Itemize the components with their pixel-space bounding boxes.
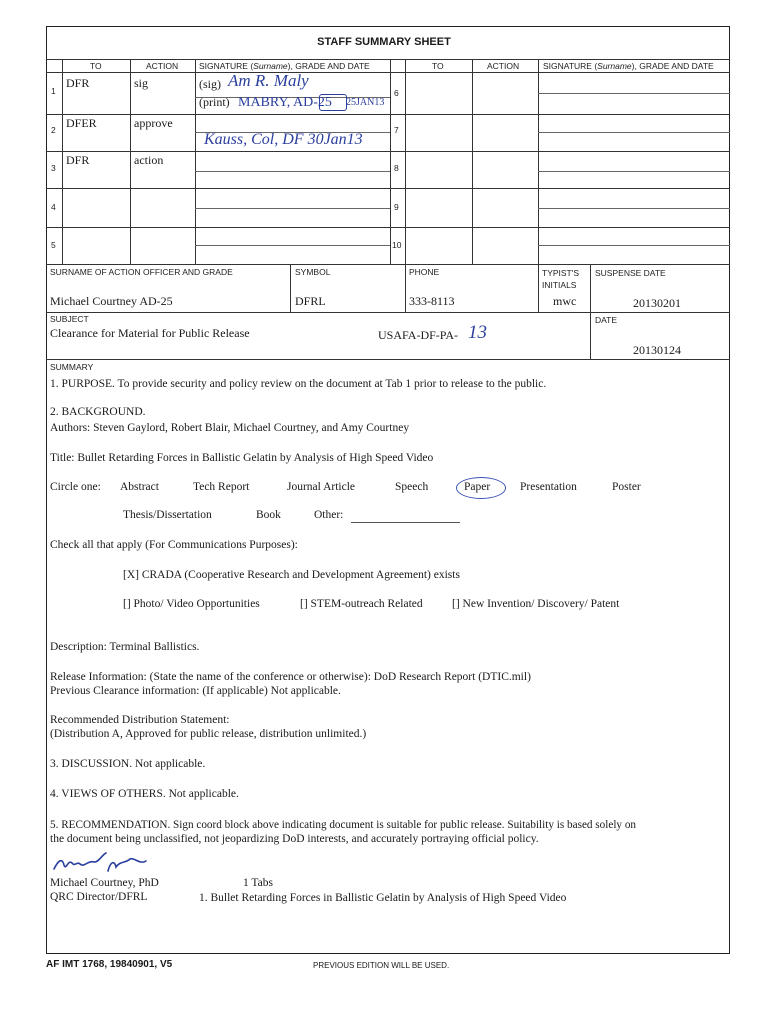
background-heading: 2. BACKGROUND.: [50, 406, 146, 418]
date-value: 20130124: [633, 343, 681, 357]
option-speech: Speech: [395, 481, 429, 493]
symbol-value: DFRL: [295, 294, 326, 308]
title-text: Title: Bullet Retarding Forces in Ballistic Gelatin by Analysis of High Speed Video: [50, 452, 434, 464]
rec-dist-label: Recommended Distribution Statement:: [50, 714, 230, 726]
circle-one-label: Circle one:: [50, 481, 101, 493]
discussion-text: 3. DISCUSSION. Not applicable.: [50, 758, 206, 770]
option-poster: Poster: [612, 481, 641, 493]
other-blank-line: [351, 522, 460, 523]
row-number: 5: [51, 240, 56, 250]
option-book: Book: [256, 509, 281, 521]
handwritten-print-date: 25JAN13: [346, 97, 385, 108]
row-number: 2: [51, 125, 56, 135]
form-title: STAFF SUMMARY SHEET: [317, 36, 451, 48]
print-label: (print): [199, 95, 230, 109]
row-number: 8: [394, 163, 399, 173]
option-journal-article: Journal Article: [287, 481, 356, 493]
handwritten-signature: Am R. Maly: [228, 71, 309, 90]
col-header-action-right: ACTION: [487, 61, 520, 71]
subject-value: Clearance for Material for Public Release: [50, 326, 250, 340]
row-number: 6: [394, 88, 399, 98]
row-action: action: [134, 153, 164, 167]
description-text: Description: Terminal Ballistics.: [50, 641, 200, 653]
summary-label: SUMMARY: [50, 362, 94, 372]
phone-label: PHONE: [409, 267, 440, 277]
authors-text: Authors: Steven Gaylord, Robert Blair, Michael Courtney, and Amy Courtney: [50, 422, 410, 434]
invention-item: [] New Invention/ Discovery/ Patent: [452, 598, 620, 610]
tabs-count: 1 Tabs: [243, 877, 273, 889]
col-header-action: ACTION: [146, 61, 179, 71]
row-to: DFER: [66, 116, 97, 130]
tab-1-item: 1. Bullet Retarding Forces in Ballistic Gelatin by Analysis of High Speed Video: [199, 892, 567, 904]
option-paper: Paper: [464, 481, 491, 493]
col-header-signature-right: SIGNATURE (Surname), GRADE AND DATE: [543, 61, 714, 71]
views-text: 4. VIEWS OF OTHERS. Not applicable.: [50, 788, 239, 800]
typist-value: mwc: [553, 294, 577, 308]
row-number: 3: [51, 163, 56, 173]
handwritten-signature-mark: [50, 849, 160, 877]
col-header-to: TO: [90, 61, 102, 71]
option-tech-report: Tech Report: [193, 481, 250, 493]
option-other: Other:: [314, 509, 344, 521]
dist-a-text: (Distribution A, Approved for public release, distribution unlimited.): [50, 728, 367, 740]
handwritten-ref-number: 13: [468, 322, 487, 343]
check-all-label: Check all that apply (For Communications Purposes):: [50, 539, 298, 551]
officer-label: SURNAME OF ACTION OFFICER AND GRADE: [50, 267, 233, 277]
suspense-value: 20130201: [633, 296, 681, 310]
row-number: 9: [394, 202, 399, 212]
date-label: DATE: [595, 315, 618, 325]
recommendation-line2: the document being unclassified, not jeopardizing DoD interests, and accurately portraying official policy.: [50, 833, 539, 845]
form-id: AF IMT 1768, 19840901, V5: [46, 959, 173, 970]
previous-edition-note: PREVIOUS EDITION WILL BE USED.: [313, 961, 450, 970]
sig-label: (sig): [199, 77, 221, 91]
prev-clearance-text: Previous Clearance information: (If applicable) Not applicable.: [50, 685, 341, 697]
row-action: sig: [134, 76, 149, 90]
paper-circle-mark: [456, 477, 506, 499]
option-thesis: Thesis/Dissertation: [123, 509, 212, 521]
officer-value: Michael Courtney AD-25: [50, 294, 173, 308]
typist-label-2: INITIALS: [542, 280, 577, 290]
row-number: 4: [51, 202, 56, 212]
crada-item: [X] CRADA (Cooperative Research and Development Agreement) exists: [123, 569, 460, 581]
col-header-signature: SIGNATURE (Surname), GRADE AND DATE: [199, 61, 370, 71]
subject-label: SUBJECT: [50, 314, 89, 324]
release-info-text: Release Information: (State the name of the conference or otherwise): DoD Research Report (DTIC.mil): [50, 671, 531, 683]
handwritten-print-name: MABRY, AD-25: [238, 95, 332, 110]
purpose-text: 1. PURPOSE. To provide security and policy review on the document at Tab 1 prior to release to the public.: [50, 378, 547, 390]
row-to: DFR: [66, 76, 90, 90]
row-number: 10: [392, 240, 402, 250]
photo-item: [] Photo/ Video Opportunities: [123, 598, 260, 610]
row-number: 7: [394, 125, 399, 135]
row-to: DFR: [66, 153, 90, 167]
option-presentation: Presentation: [520, 481, 577, 493]
handwritten-box: [319, 94, 347, 111]
signer-title: QRC Director/DFRL: [50, 891, 148, 903]
signer-name: Michael Courtney, PhD: [50, 877, 159, 889]
stem-item: [] STEM-outreach Related: [300, 598, 423, 610]
handwritten-coordination: Kauss, Col, DF 30Jan13: [204, 131, 363, 148]
typist-label: TYPIST'S: [542, 268, 580, 278]
symbol-label: SYMBOL: [295, 267, 331, 277]
row-number: 1: [51, 86, 56, 96]
option-abstract: Abstract: [120, 481, 159, 493]
suspense-label: SUSPENSE DATE: [595, 268, 666, 278]
subject-ref: USAFA-DF-PA-: [378, 328, 459, 342]
phone-value: 333-8113: [409, 294, 455, 308]
col-header-to-right: TO: [432, 61, 444, 71]
recommendation-line1: 5. RECOMMENDATION. Sign coord block above indicating document is suitable for public release. Suitability is based solely on: [50, 819, 637, 831]
row-action: approve: [134, 116, 173, 130]
